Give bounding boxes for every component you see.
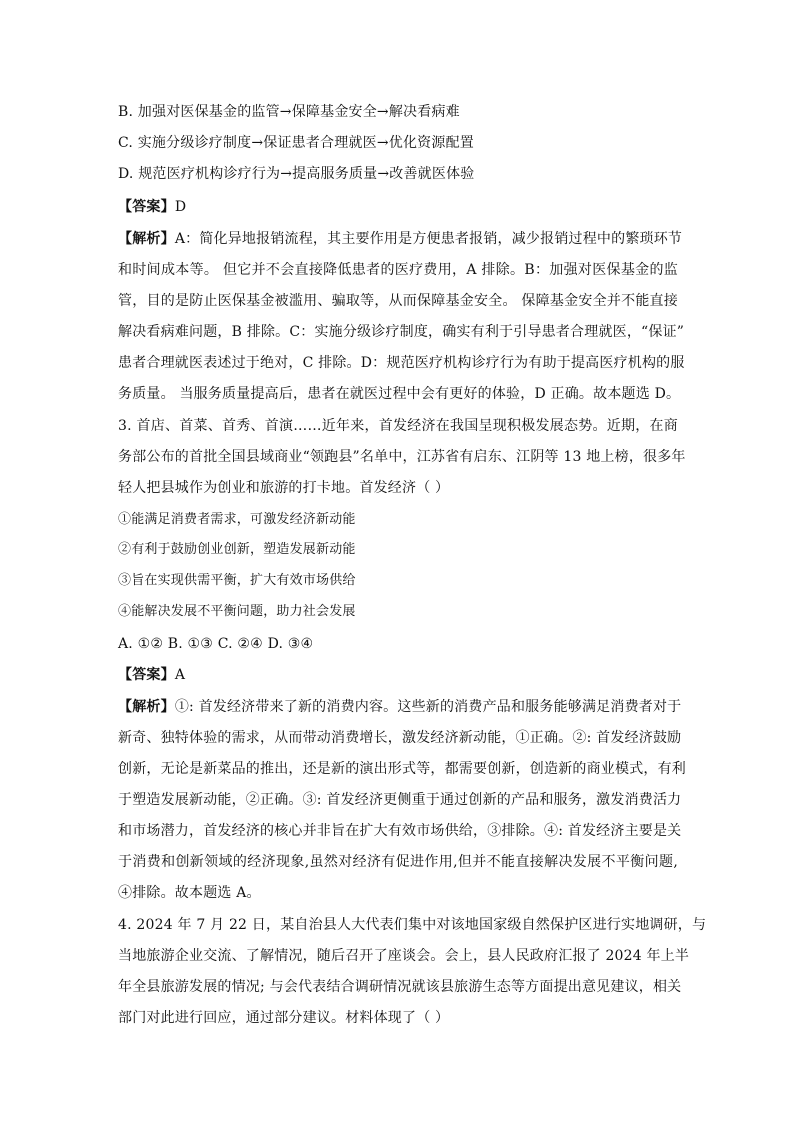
analysis-text: ①: 首发经济带来了新的消费内容。这些新的消费产品和服务能够满足消费者对于 bbox=[174, 699, 682, 715]
answer-label: 【答案】 bbox=[118, 199, 175, 215]
q3-stem-line: 务部公布的首批全国县域商业“领跑县”名单中，江苏省有启东、江阴等 13 地上榜，很多年 bbox=[118, 449, 686, 465]
q3-analysis-line: 创新，无论是新菜品的推出，还是新的演出形式等，都需要创新，创造新的商业模式，有利 bbox=[118, 761, 686, 777]
q4-stem-line: 年全县旅游发展的情况; 与会代表结合调研情况就该县旅游生态等方面提出意见建议，相关 bbox=[118, 979, 682, 995]
q2-answer bbox=[118, 198, 678, 216]
q2-analysis-line: 解决看病难问题，B 排除。C：实施分级诊疗制度，确实有利于引导患者合理就医，“保证” bbox=[118, 324, 685, 340]
q4-stem-line: 当地旅游企业交流、了解情况，随后召开了座谈会。会上，县人民政府汇报了 2024 年上半 bbox=[118, 948, 690, 964]
analysis-text: A：简化异地报销流程，其主要作用是方便患者报销，减少报销过程中的繁琐环节 bbox=[174, 231, 683, 247]
q3-analysis-line: 于消费和创新领域的经济现象,虽然对经济有促进作用,但并不能直接解决发展不平衡问题, bbox=[118, 854, 678, 870]
q2-analysis-line: 和时间成本等。 但它并不会直接降低患者的医疗费用，A 排除。B：加强对医保基金的监 bbox=[118, 262, 678, 278]
q3-analysis-line: 新奇、独特体验的需求，从而带动消费增长，激发经济新动能，①正确。②: 首发经济鼓励 bbox=[118, 730, 682, 746]
q3-item-3: ③旨在实现供需平衡，扩大有效市场供给 bbox=[118, 573, 356, 588]
q3-stem-line: 轻人把县城作为创业和旅游的打卡地。首发经济（ ） bbox=[118, 480, 450, 496]
q2-analysis-line: 管，目的是防止医保基金被滥用、骗取等，从而保障基金安全。 保障基金安全并不能直接 bbox=[118, 293, 678, 309]
answer-value: D bbox=[174, 199, 187, 215]
q2-option-d: D. 规范医疗机构诊疗行为→提高服务质量→改善就医体验 bbox=[118, 166, 475, 182]
q2-analysis-line bbox=[118, 230, 683, 248]
q3-item-4: ④能解决发展不平衡问题，助力社会发展 bbox=[118, 604, 356, 619]
q3-item-2: ②有利于鼓励创业创新，塑造发展新动能 bbox=[118, 542, 356, 557]
q2-option-b: B. 加强对医保基金的监管→保障基金安全→解决看病难 bbox=[118, 104, 460, 120]
answer-label: 【答案】 bbox=[118, 667, 175, 683]
q4-stem-line: 部门对此进行回应，通过部分建议。材料体现了（ ） bbox=[118, 1010, 450, 1026]
q3-choices: A. ①② B. ①③ C. ②④ D. ③④ bbox=[118, 636, 314, 652]
q3-item-1: ①能满足消费者需求，可激发经济新动能 bbox=[118, 512, 356, 527]
q2-analysis-line: 患者合理就医表述过于绝对，C 排除。D：规范医疗机构诊疗行为有助于提高医疗机构的服 bbox=[118, 355, 685, 371]
q3-answer bbox=[118, 666, 678, 684]
q4-stem-line: 4. 2024 年 7 月 22 日，某自治县人大代表们集中对该地国家级自然保护区进行实地调研，与 bbox=[118, 917, 707, 933]
q3-stem-line: 3. 首店、首菜、首秀、首演……近年来，首发经济在我国呈现积极发展态势。近期，在商 bbox=[118, 418, 678, 434]
analysis-label: 【解析】 bbox=[118, 699, 175, 715]
answer-value: A bbox=[174, 667, 186, 683]
analysis-label: 【解析】 bbox=[118, 231, 175, 247]
q3-analysis-line: 和市场潜力，首发经济的核心并非旨在扩大有效市场供给，③排除。④: 首发经济主要是关 bbox=[118, 823, 682, 839]
q2-analysis-line: 务质量。 当服务质量提高后，患者在就医过程中会有更好的体验，D 正确。故本题选 D。 bbox=[118, 386, 681, 402]
q3-analysis-line: ④排除。故本题选 A。 bbox=[118, 885, 261, 901]
q3-analysis-line bbox=[118, 698, 682, 716]
q2-option-c: C. 实施分级诊疗制度→保证患者合理就医→优化资源配置 bbox=[118, 135, 474, 151]
q3-analysis-line: 于塑造发展新动能，②正确。③: 首发经济更侧重于通过创新的产品和服务，激发消费活力 bbox=[118, 792, 682, 808]
